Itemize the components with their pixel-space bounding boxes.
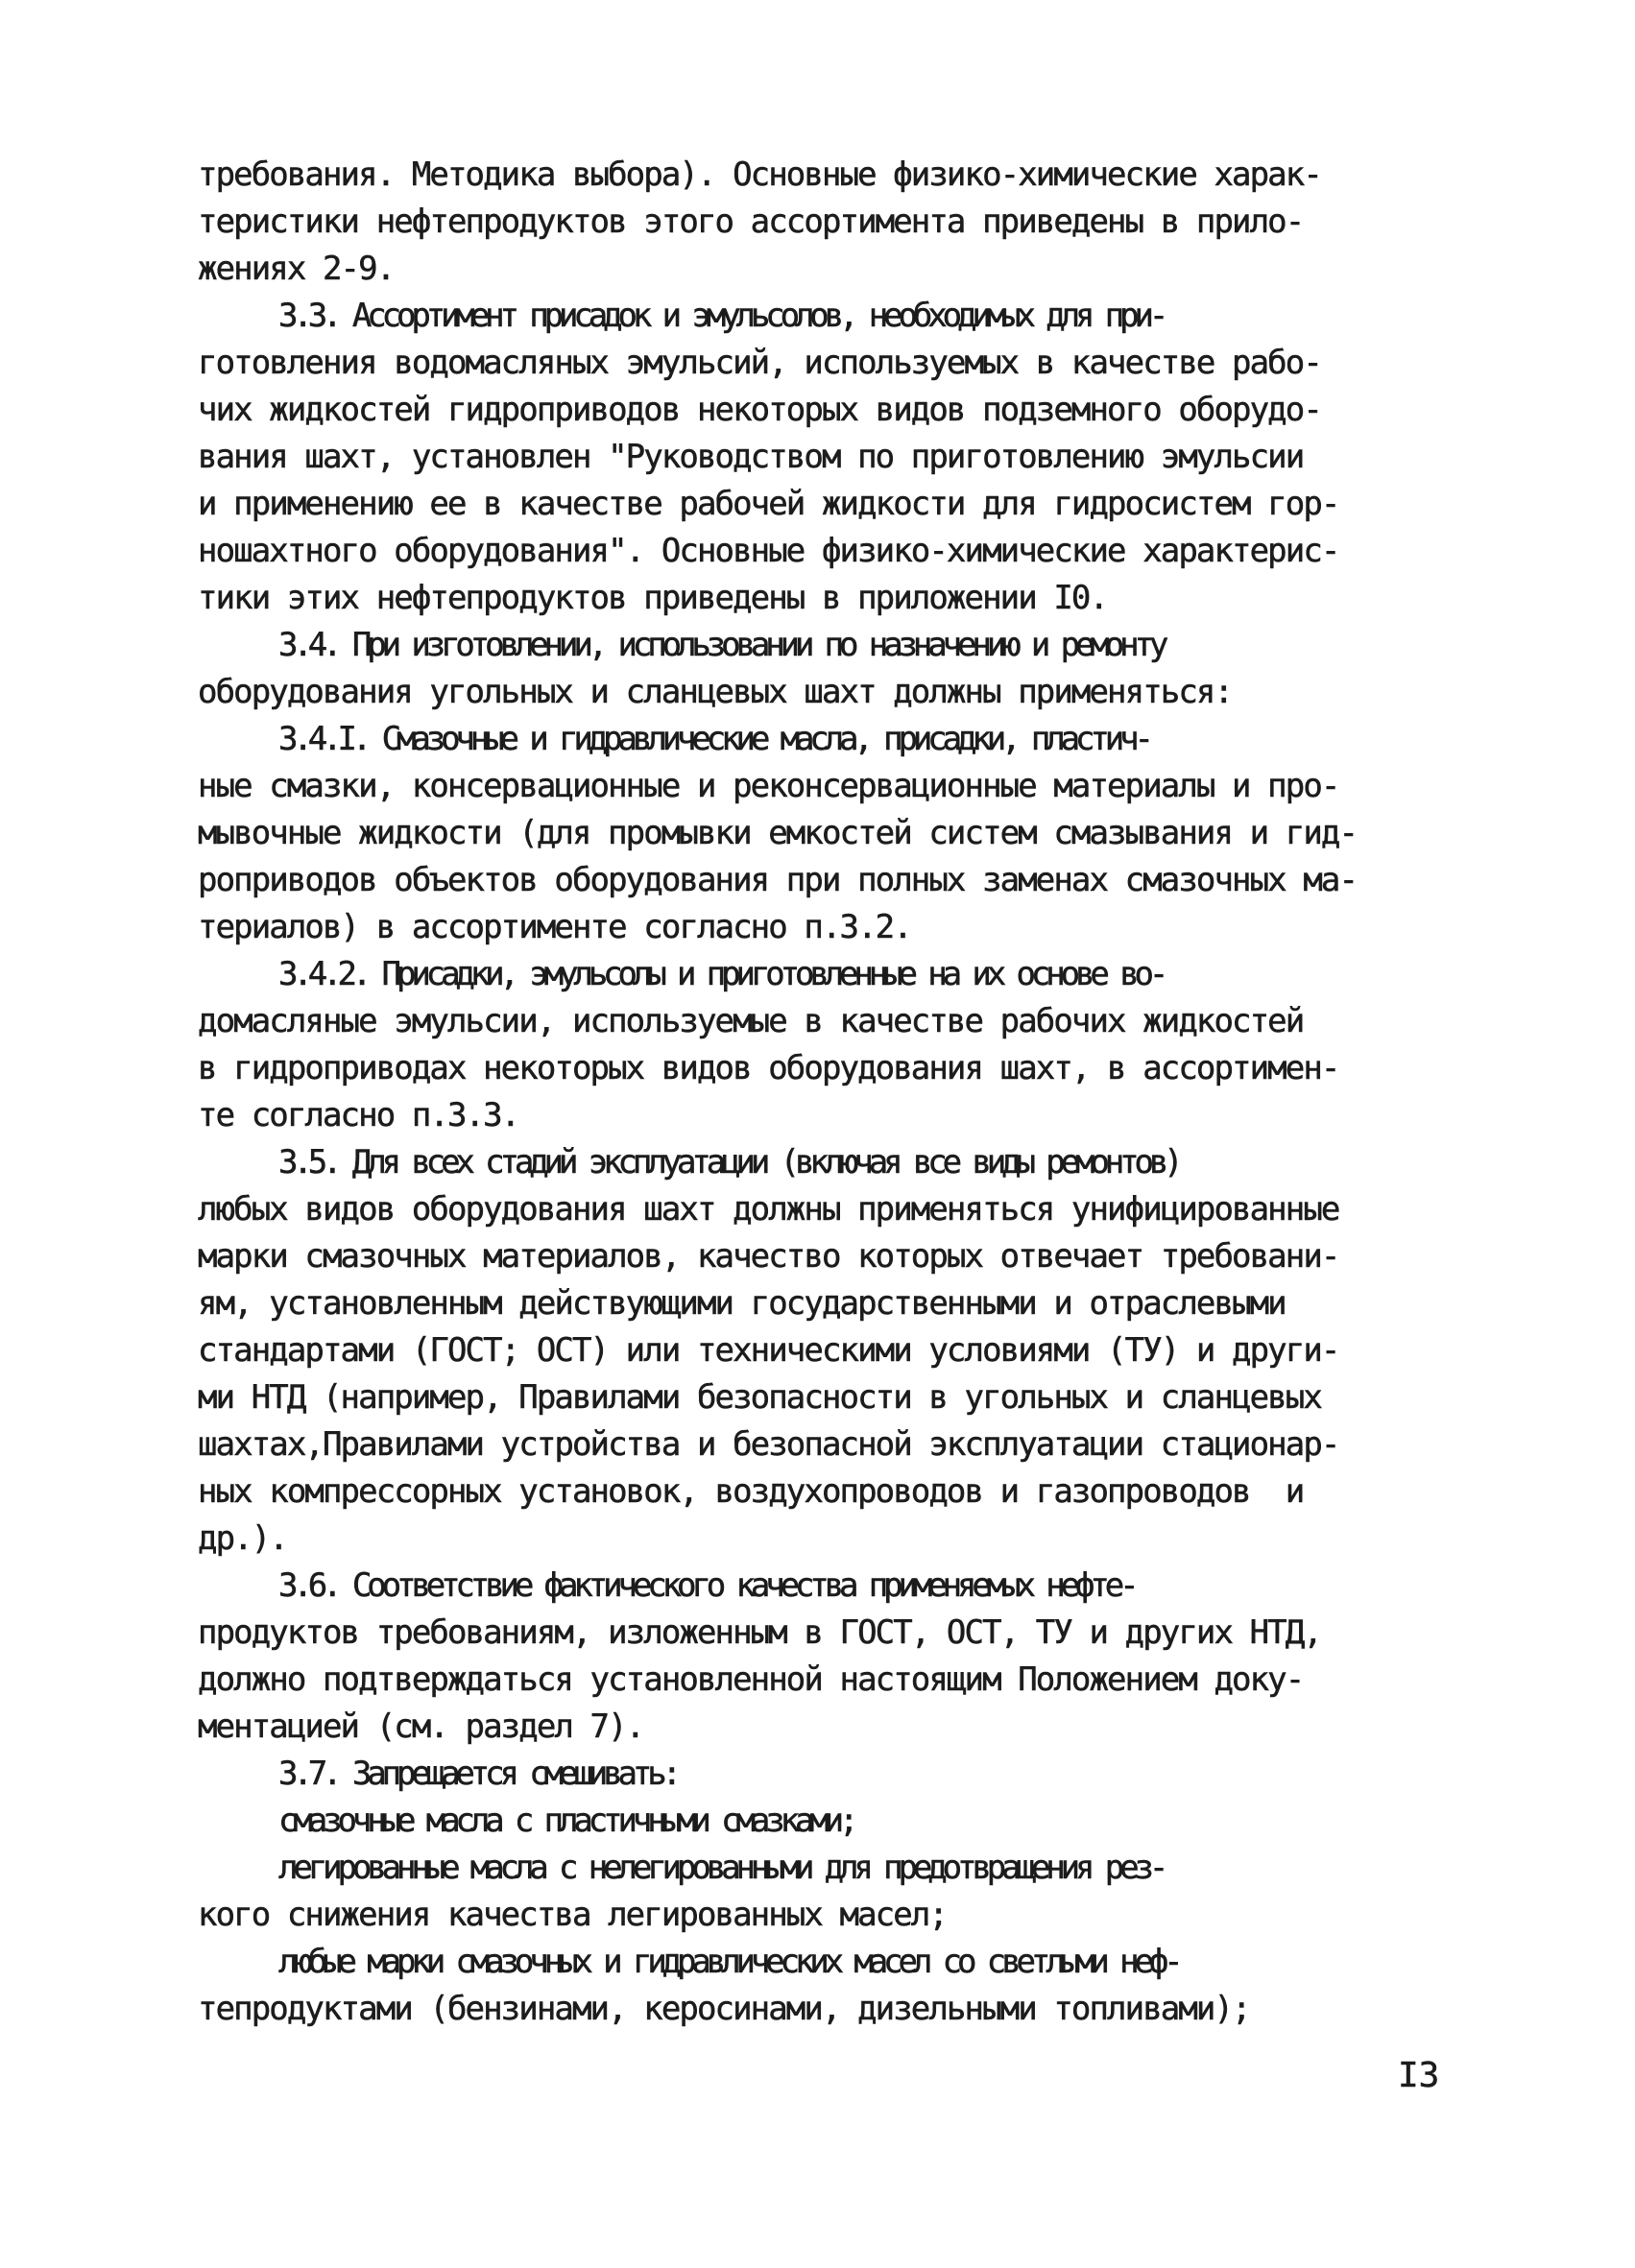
text-line: ментацией (см. раздел 7). xyxy=(198,1707,644,1746)
body-text xyxy=(198,152,1475,2033)
text-line: вания шахт, установлен "Руководством по приготовлению эмульсии xyxy=(198,438,1304,476)
text-line: готовления водомасляных эмульсий, используемых в качестве рабо- xyxy=(198,344,1321,382)
text-line: теристики нефтепродуктов этого ассортимента приведены в прило- xyxy=(198,203,1304,241)
text-line: ные смазки, консервационные и реконсервационные материалы и про- xyxy=(198,767,1339,805)
text-line: чих жидкостей гидроприводов некоторых видов подземного оборудо- xyxy=(198,391,1321,429)
text-line: оборудования угольных и сланцевых шахт должны применяться: xyxy=(198,673,1233,711)
text-line: домасляные эмульсии, используемые в качестве рабочих жидкостей xyxy=(198,1002,1304,1040)
text-line: роприводов объектов оборудования при полных заменах смазочных ма- xyxy=(198,861,1358,899)
text-line: тепродуктами (бензинами, керосинами, дизельными топливами); xyxy=(198,1990,1250,2028)
text-line: и применению ее в качестве рабочей жидкости для гидросистем гор- xyxy=(198,485,1339,523)
page-number: I3 xyxy=(1398,2056,1440,2095)
text-line: ми НТД (например, Правилами безопасности в угольных и сланцевых xyxy=(198,1378,1321,1417)
text-line: ных компрессорных установок, воздухопроводов и газопроводов и xyxy=(198,1472,1304,1511)
text-line: 3.6. Соответствие фактического качества применяемых нефте- xyxy=(278,1566,1135,1605)
text-line: 3.7. Запрещается смешивать: xyxy=(278,1755,677,1793)
text-line: ношахтного оборудования". Основные физико-химические характерис- xyxy=(198,532,1339,570)
text-line: требования. Методика выбора). Основные физико-химические харак- xyxy=(198,155,1321,194)
text-line: кого снижения качества легированных масел; xyxy=(198,1896,947,1934)
text-line: те согласно п.3.3. xyxy=(198,1096,519,1134)
text-line: должно подтверждаться установленной настоящим Положением доку- xyxy=(198,1660,1304,1699)
text-line: др.). xyxy=(198,1519,287,1558)
text-line: любых видов оборудования шахт должны применяться унифицированные xyxy=(198,1190,1339,1229)
text-line: 3.4.I. Смазочные и гидравлические масла, присадки, пластич- xyxy=(278,720,1149,758)
text-line: жениях 2-9. xyxy=(198,250,395,288)
text-line: 3.4. При изготовлении, использовании по назначению и ремонту xyxy=(278,626,1165,664)
text-line: продуктов требованиям, изложенным в ГОСТ, ОСТ, ТУ и других НТД, xyxy=(198,1613,1321,1652)
text-line: в гидроприводах некоторых видов оборудования шахт, в ассортимен- xyxy=(198,1049,1339,1087)
text-line: стандартами (ГОСТ; ОСТ) или техническими условиями (ТУ) и други- xyxy=(198,1331,1339,1370)
text-line: смазочные масла с пластичными смазками; xyxy=(278,1802,854,1840)
text-line: мывочные жидкости (для промывки емкостей систем смазывания и гид- xyxy=(198,814,1358,852)
text-line: 3.3. Ассортимент присадок и эмульсолов, необходимых для при- xyxy=(278,297,1165,335)
text-line: легированные масла с нелегированными для предотвращения рез- xyxy=(278,1849,1165,1887)
text-line: тики этих нефтепродуктов приведены в приложении I0. xyxy=(198,579,1108,617)
text-line: 3.4.2. Присадки, эмульсолы и приготовленные на их основе во- xyxy=(278,955,1165,993)
text-line: любые марки смазочных и гидравлических масел со светлыми неф- xyxy=(278,1943,1179,1981)
text-line: териалов) в ассортименте согласно п.3.2. xyxy=(198,908,911,946)
text-line: шахтах,Правилами устройства и безопасной эксплуатации стационар- xyxy=(198,1425,1339,1464)
text-line: 3.5. Для всех стадий эксплуатации (включая все виды ремонтов) xyxy=(278,1143,1179,1182)
text-line: ям, установленным действующими государственными и отраслевыми xyxy=(198,1284,1286,1323)
text-line: марки смазочных материалов, качество которых отвечает требовани- xyxy=(198,1237,1339,1276)
